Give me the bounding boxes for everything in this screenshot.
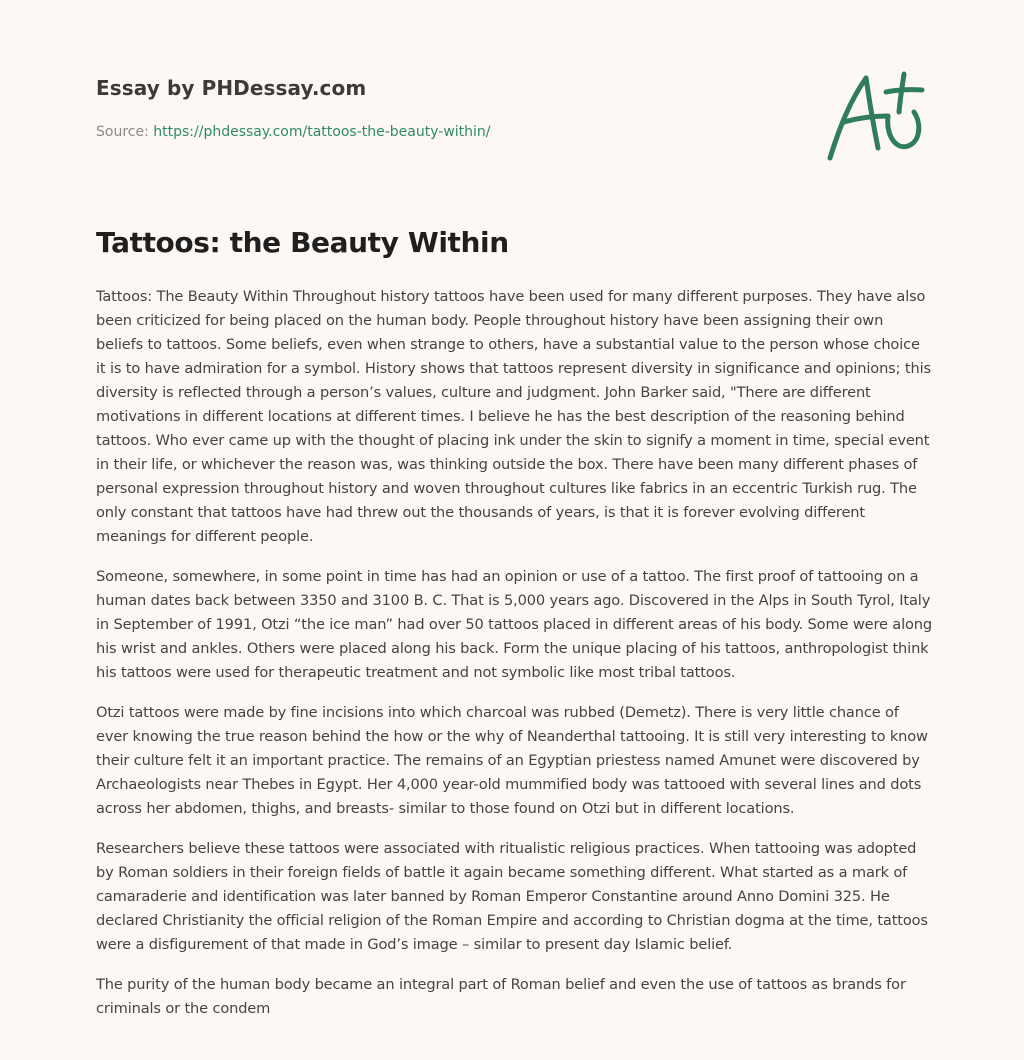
logo-circle <box>888 112 919 147</box>
a-plus-logo <box>822 66 932 166</box>
page-header <box>96 76 696 140</box>
essay-paragraph: Otzi tattoos were made by fine incisions into which charcoal was rubbed (Demetz). There is very little chance of ever knowing the true reason behind the how or the why of Neanderthal tattooing. It is still very interesting to know their culture felt it an important practice. The remains of an Egyptian priestess named Amunet were discovered by Archaeologists near Thebes in Egypt. Her 4,000 year-old mummified body was tattooed with several lines and dots across her abdomen, thighs, and breasts- similar to those found on Otzi but in different locations. <box>96 704 928 817</box>
essay-body <box>96 285 932 1037</box>
logo-a-stroke-right <box>866 78 878 148</box>
essay-paragraph: Tattoos: The Beauty Within Throughout history tattoos have been used for many different purposes. They have also been criticized for being placed on the human body. People throughout history have been assigning their own beliefs to tattoos. Some beliefs, even when strange to others, have a substantial value to the person whose choice it is to have admiration for a symbol. History shows that tattoos represent diversity in significance and opinions; this diversity is reflected through a person’s values, culture and judgment. John Barker said, "There are different motivations in different locations at different times. I believe he has the best description of the reasoning behind tattoos. Who ever came up with the thought of placing ink under the skin to signify a moment in time, special event in their life, or whichever the reason was, was thinking outside the box. There have been many different phases of personal expression throughout history and woven throughout cultures like fabrics in an eccentric Turkish rug. The only constant that tattoos have had threw out the thousands of years, is that it is forever evolving different meanings for different people. <box>96 288 931 545</box>
source-label: Source: <box>96 124 149 140</box>
essay-paragraph: Researchers believe these tattoos were associated with ritualistic religious practices. When tattooing was adopted by Roman soldiers in their foreign fields of battle it again became something different. What started as a mark of camaraderie and identification was later banned by Roman Emperor Constantine around Anno Domini 325. He declared Christianity the official religion of the Roman Empire and according to Christian dogma at the time, tattoos were a disfigurement of that made in God’s image – similar to present day Islamic belief. <box>96 840 928 953</box>
source-line <box>96 124 491 140</box>
logo-a-crossbar <box>844 116 888 122</box>
essay-paragraph: The purity of the human body became an integral part of Roman belief and even the use of tattoos as brands for criminals or the condem <box>96 976 906 1017</box>
essay-paragraph: Someone, somewhere, in some point in time has had an opinion or use of a tattoo. The first proof of tattooing on a human dates back between 3350 and 3100 B. C. That is 5,000 years ago. Discovered in the Alps in South Tyrol, Italy in September of 1991, Otzi “the ice man” had over 50 tattoos placed in different areas of his body. Some were along his wrist and ankles. Others were placed along his back. Form the unique placing of his tattoos, anthropologist think his tattoos were used for therapeutic treatment and not symbolic like most tribal tattoos. <box>96 568 932 681</box>
logo-plus-horizontal <box>886 90 922 92</box>
essay-title: Tattoos: the Beauty Within <box>96 226 509 259</box>
logo-plus-vertical <box>899 74 904 112</box>
brand-title: Essay by PHDessay.com <box>96 76 367 100</box>
source-link[interactable]: https://phdessay.com/tattoos-the-beauty-within/ <box>153 124 491 140</box>
